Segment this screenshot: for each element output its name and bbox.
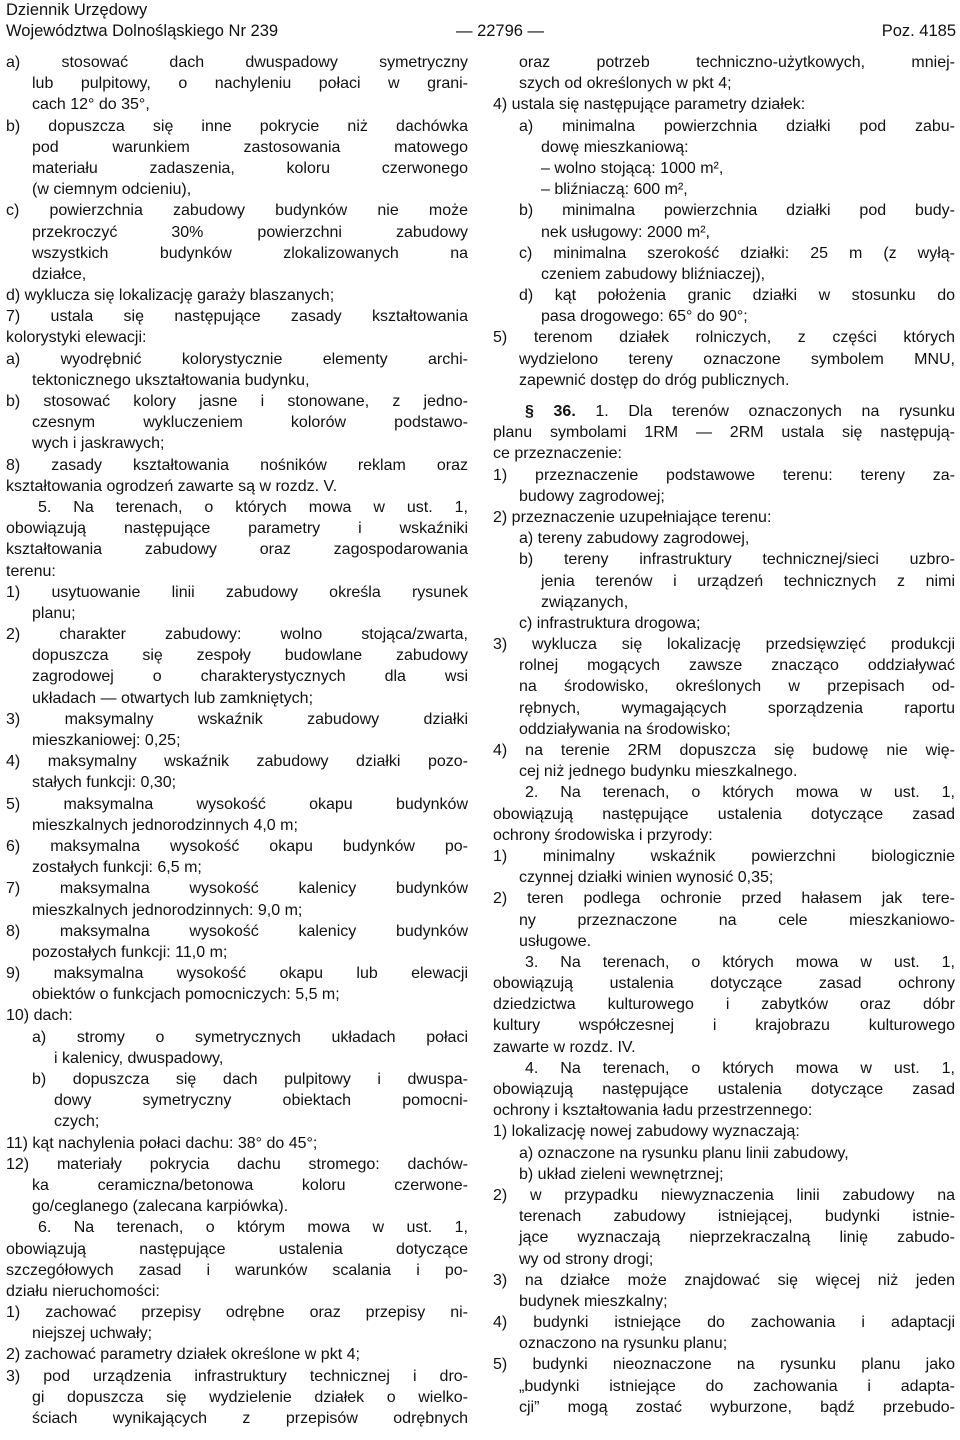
text-line: 2) charakter zabudowy: wolno stojąca/zwarta, [6,626,468,644]
text-line: cach 12° do 35°, [32,96,150,114]
text-line: mieszkalnych jednorodzinnych 4,0 m; [32,816,298,834]
text-line: usługowe. [519,932,592,950]
text-line: 9) maksymalna wysokość okapu lub elewacji [6,965,468,983]
text-line: gi dopuszcza się wydzielenie działek o wielko- [32,1388,468,1406]
text-line: kultury współczesnej i krajobrazu kulturowego [493,1017,955,1035]
journal-subtitle: Województwa Dolnośląskiego Nr 239 [6,22,279,40]
text-line: 1) przeznaczenie podstawowe terenu: tereny za- [493,466,955,484]
text-line: tektonicznego ukształtowania budynku, [32,371,310,389]
text-line: jenia terenów i urządzeń technicznych z nimi [541,572,955,590]
text-line: oddziaływania na środowisko; [519,720,731,738]
text-line: obowiązują następujące ustalenia dotyczące zasad [493,1081,955,1098]
text-line: (w ciemnym odcieniu), [32,181,192,199]
text-line: rębnych, wymagających sporządzenia raportu [519,699,955,717]
text-line: na środowisko, określonych w przepisach od- [519,678,955,696]
text-line: 3) wyklucza się lokalizację przedsięwzięć produkcji [493,636,955,654]
text-line: ochrony środowiska i przyrody: [493,826,713,844]
text-line: planu symbolami 1RM — 2RM ustala się następują- [493,424,955,442]
text-line: 4) ustala się następujące parametry działek: [493,96,806,114]
text-line: 2) przeznaczenie uzupełniające terenu: [493,508,772,526]
text-line: a) minimalna powierzchnia działki pod zabu- [519,117,955,135]
text-line: 4) budynki istniejące do zachowania i adaptacji [493,1314,955,1332]
text-line: czesnym wykluczeniem kolorów podstawo- [32,414,468,432]
text-line: 2) zachować parametry działek określone w pkt 4; [6,1346,360,1364]
text-line: dziedzictwa kulturowego i zabytków oraz dóbr [493,996,955,1014]
text-line: ka ceramiczna/betonowa koloru czerwone- [32,1176,468,1194]
text-line: a) oznaczone na rysunku planu linii zabudowy, [519,1144,849,1162]
text-line: przekroczyć 30% powierzchni zabudowy [32,223,468,241]
text-line: 4. Na terenach, o których mowa w ust. 1, [525,1059,955,1077]
text-line: mieszkaniowej: 0,25; [32,732,181,749]
text-line: b) stosować kolory jasne i stonowane, z jedno- [6,393,468,410]
text-line: 3) na działce może znajdować się więcej niż jeden [493,1271,955,1289]
text-line: 4) maksymalny wskaźnik zabudowy działki pozo- [6,753,468,771]
text-line: b) dopuszcza się dach pulpitowy i dwuspa- [32,1071,468,1088]
text-line: 1) lokalizację nowej zabudowy wyznaczają: [493,1123,800,1141]
text-line: dowę mieszkaniową: [541,138,689,156]
text-line: dopuszcza się zespoły budowlane zabudowy [32,647,468,665]
text-line: mieszkalnych jednorodzinnych: 9,0 m; [32,901,303,919]
text-line: ściach wynikających z przepisów odrębnych [32,1410,468,1427]
text-line: 6) maksymalna wysokość okapu budynków po- [6,837,468,855]
text-line: związanych, [541,593,629,611]
text-line: 2) w przypadku niewyznaczenia linii zabudowy na [493,1186,955,1204]
text-line: a) wyodrębnić kolorystycznie elementy archi- [6,350,468,368]
text-line: 5) budynki nieoznaczone na rysunku planu jako [493,1356,955,1374]
text-line: go/ceglanego (zalecana karpiówka). [32,1198,289,1216]
section-mark: § 36. [525,403,576,420]
text-line: czynnej działki winien wynosić 0,35; [519,869,774,887]
text-line: kształtowania zabudowy oraz zagospodarowania [6,541,468,559]
text-line: wydzielono tereny oznaczone symbolem MNU, [519,350,955,368]
page-number: — 22796 — [456,22,545,40]
text-line: b) dopuszcza się inne pokrycie niż dachówka [6,117,468,135]
text-line: § 36. 1. Dla terenów oznaczonych na rysunku [525,403,955,420]
text-line: pozostałych funkcji: 11,0 m; [32,943,228,961]
text-line: budynek mieszkalny; [519,1292,668,1310]
text-line: wszystkich budynków zlokalizowanych na [32,244,468,262]
text-line: 10) dach: [6,1007,73,1025]
text-line: obowiązują następujące ustalenia dotyczące [6,1240,468,1258]
text-line: budowy zagrodowej; [519,487,665,505]
text-line: pod warunkiem zastosowania matowego [32,138,468,156]
text-line: szczegółowych zasad i warunków scalania i po- [6,1261,468,1279]
text-line: 5) terenom działek rolniczych, z części których [493,329,955,347]
text-line: obowiązują następujące ustalenia dotyczące zasad [493,805,955,823]
text-line: terenu: [6,562,56,580]
text-line: 3) pod urządzenia infrastruktury technicznej i dro- [6,1367,468,1385]
text-line: ny przeznaczone na cele mieszkaniowo- [519,911,955,929]
text-line: cej niż jednego budynku mieszkalnego. [519,763,798,781]
text-line: cji” mogą zostać wyburzone, bądź przebudo- [519,1398,955,1416]
text-line: wych i jaskrawych; [32,435,165,453]
text-line: obiektów o funkcjach pomocniczych: 5,5 m; [32,986,340,1004]
text-line: – wolno stojącą: 1000 m², [541,159,724,177]
text-line: planu; [32,604,76,622]
text-line: wy od strony drogi; [519,1250,654,1268]
text-line: d) wyklucza się lokalizację garaży blaszanych; [6,287,335,305]
text-line: czeniem zabudowy bliźniaczej), [541,265,766,283]
text-line: oraz potrzeb techniczno-użytkowych, mniej- [519,54,955,71]
journal-title: Dziennik Urzędowy [6,1,148,19]
text-line: 4) na terenie 2RM dopuszcza się budowę nie wię- [493,742,955,759]
text-line: 11) kąt nachylenia połaci dachu: 38° do 45°; [6,1134,318,1152]
text-line: 6. Na terenach, o którym mowa w ust. 1, [38,1219,468,1237]
text-line: zostałych funkcji: 6,5 m; [32,859,202,877]
text-line: zagrodowej o charakterystycznych dla wsi [32,668,468,686]
text-line: ce przeznaczenie: [493,445,622,463]
text-line: zapewnić dostęp do dróg publicznych. [519,371,790,389]
text-line: stałych funkcji: 0,30; [32,774,177,792]
text-line: czych; [54,1113,100,1131]
page-header [6,0,956,42]
text-line: lub pulpitowy, o nachyleniu połaci w grani- [32,75,468,93]
text-line: rolnej mogących zawsze znacząco oddziaływać [519,657,955,675]
text-line: 5) maksymalna wysokość okapu budynków [6,795,468,813]
text-line: „budynki istniejące do zachowania i adapta- [519,1377,955,1395]
text-line: 7) ustala się następujące zasady kształtowania [6,308,468,326]
text-line: ochrony i kształtowania ładu przestrzennego: [493,1102,813,1120]
spacer [493,391,955,401]
text-line: 7) maksymalna wysokość kalenicy budynków [6,880,468,898]
text-line: 8) maksymalna wysokość kalenicy budynków [6,922,468,940]
text-line: działce, [32,265,87,283]
text-line: zawarte w rozdz. IV. [493,1038,636,1056]
text-line: szych od określonych w pkt 4; [519,75,732,93]
text-line: b) układ zieleni wewnętrznej; [519,1165,724,1183]
text-line: materiału zadaszenia, koloru czerwonego [32,159,468,177]
left-column [6,52,468,1429]
text-line: 1) zachować przepisy odrębne oraz przepisy ni- [6,1304,468,1322]
text-line: b) tereny infrastruktury technicznej/sieci uzbro- [519,551,955,569]
text-line: – bliźniaczą: 600 m², [541,181,688,199]
text-line: kształtowania ogrodzeń zawarte są w rozdz. V. [6,477,338,495]
text-line: 8) zasady kształtowania nośników reklam oraz [6,456,468,474]
position-number: Poz. 4185 [881,22,956,40]
text-line: 1) minimalny wskaźnik powierzchni biologicznie [493,847,955,865]
text-line: c) powierzchnia zabudowy budynków nie może [6,202,468,220]
text-line: c) minimalna szerokość działki: 25 m (z wyłą- [519,244,955,262]
text-line: dowy symetryczny obiektach pomocni- [54,1092,468,1110]
text-line: nek usługowy: 2000 m², [541,223,710,241]
text-line: d) kąt położenia granic działki w stosunku do [519,287,955,305]
text-line: terenach zabudowy istniejącej, budynki istnie- [519,1208,955,1226]
text-line: 2. Na terenach, o których mowa w ust. 1, [525,784,955,802]
text-line: 2) teren podlega ochronie przed hałasem jak tere- [493,890,955,908]
text-line: niejszej uchwały; [32,1325,153,1343]
text-line: 5. Na terenach, o których mowa w ust. 1, [38,498,468,516]
text-line: pasa drogowego: 65° do 90°; [541,308,748,326]
text-line: a) stromy o symetrycznych układach połaci [32,1028,468,1046]
text-line: jące wyznaczają nieprzekraczalną linię zabudo- [519,1229,955,1247]
text-line: układach — otwartych lub zamkniętych; [32,689,314,707]
text-line: a) stosować dach dwuspadowy symetryczny [6,54,468,71]
text-line: obowiązują następujące parametry i wskaźniki [6,520,468,538]
right-column [493,52,955,1418]
text-line: i kalenicy, dwuspadowy, [54,1049,224,1067]
text-line: kolorystyki elewacji: [6,329,147,347]
text-line: c) infrastruktura drogowa; [519,614,701,632]
text-line: b) minimalna powierzchnia działki pod budy- [519,202,955,220]
text-line: 3) maksymalny wskaźnik zabudowy działki [6,710,468,728]
text-line: działu nieruchomości: [6,1282,160,1300]
text-line: oznaczono na rysunku planu; [519,1335,728,1353]
text-line: obowiązują ustalenia dotyczące zasad ochrony [493,975,955,993]
text-line: 12) materiały pokrycia dachu stromego: dachów- [6,1155,468,1173]
text-line: 1) usytuowanie linii zabudowy określa rysunek [6,583,468,601]
text-line: 3. Na terenach, o których mowa w ust. 1, [525,953,955,971]
text-line: a) tereny zabudowy zagrodowej, [519,530,750,548]
